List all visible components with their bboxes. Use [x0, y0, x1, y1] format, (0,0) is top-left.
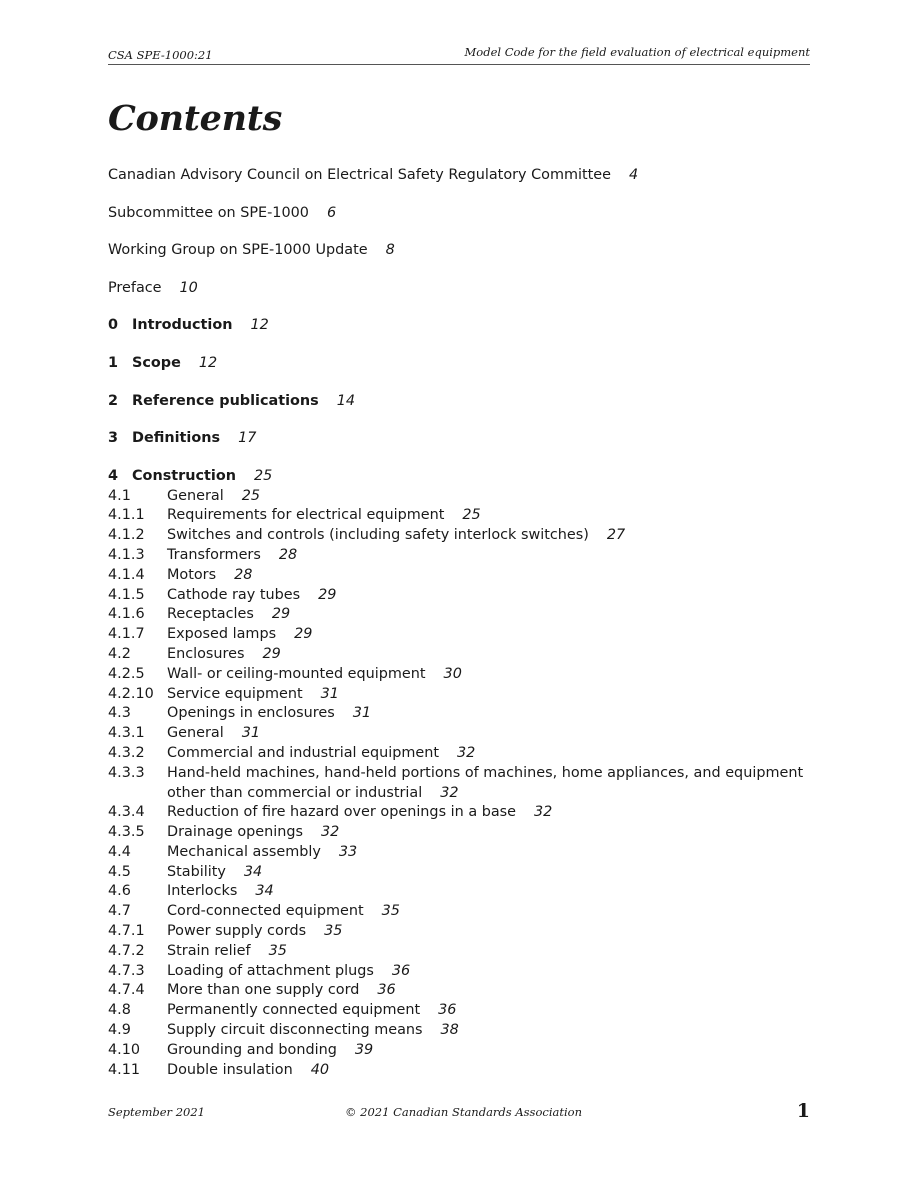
toc-subsection-title: Enclosures	[167, 645, 245, 662]
toc-subsection-number: 4.3.5	[108, 824, 145, 841]
toc-subsection-page: 36	[377, 982, 396, 999]
toc-subsection-title: Requirements for electrical equipment	[167, 507, 445, 524]
toc-subsection-body	[167, 566, 813, 586]
toc-subsection-number: 4.5	[108, 863, 131, 880]
toc-subsection-body	[167, 962, 813, 982]
toc-subsection-page: 36	[438, 1002, 457, 1019]
toc-entry-title: Preface	[108, 279, 162, 296]
toc-subsection-body	[167, 506, 813, 526]
toc-subsection-title: Wall- or ceiling-mounted equipment	[167, 665, 426, 682]
toc-entry-page: 6	[326, 204, 337, 221]
toc-section[interactable]	[108, 429, 813, 449]
toc-subsection[interactable]	[108, 1021, 813, 1041]
toc-subsection[interactable]	[108, 1061, 813, 1081]
toc-subsection-body	[167, 744, 813, 764]
section-list	[108, 316, 813, 486]
toc-subsection-body	[167, 843, 813, 863]
toc-subsection-body	[167, 645, 813, 665]
toc-subsection-page: 36	[391, 962, 411, 979]
toc-entry-title: Subcommittee on SPE-1000	[108, 204, 309, 221]
toc-subsection-number: 4.1.1	[108, 507, 145, 524]
toc-subsection-title: Transformers	[167, 546, 261, 563]
toc-subsection-body	[167, 922, 813, 942]
toc-subsection-number: 4.2.10	[108, 685, 154, 702]
toc-subsection[interactable]	[108, 863, 813, 883]
toc-subsection-number: 4.2	[108, 645, 131, 662]
toc-subsection-page: 27	[606, 527, 626, 544]
toc-section-title: Scope	[132, 354, 181, 371]
toc-subsection-number: 4.3.2	[108, 744, 145, 761]
toc-subsection-number: 4.1.3	[108, 546, 145, 563]
toc-subsection-page: 28	[234, 566, 253, 583]
toc-subsection[interactable]	[108, 645, 813, 665]
toc-subsection[interactable]	[108, 546, 813, 566]
toc-subsection-title: Switches and controls (including safety interlock switches)	[167, 527, 589, 544]
toc-subsection-page: 29	[262, 645, 281, 662]
toc-subsection-number: 4.4	[108, 843, 131, 860]
toc-section-page: 14	[336, 392, 356, 409]
toc-subsection-number: 4.7.2	[108, 942, 145, 959]
toc-subsection[interactable]	[108, 1041, 813, 1061]
toc-subsection-title: More than one supply cord	[167, 982, 360, 999]
toc-subsection[interactable]	[108, 704, 813, 724]
toc-subsection[interactable]	[108, 566, 813, 586]
toc-subsection-number: 4.8	[108, 1002, 131, 1019]
toc-subsection-body	[167, 724, 813, 744]
toc-entry-page: 10	[179, 279, 198, 296]
toc-subsection-number: 4.6	[108, 883, 131, 900]
toc-subsection-body	[167, 823, 813, 843]
toc-subsection-body	[167, 942, 813, 962]
toc-subsection[interactable]	[108, 981, 813, 1001]
toc-subsection-body	[167, 803, 813, 823]
toc-subsection-page: 29	[271, 606, 291, 623]
toc-subsection-body	[167, 704, 813, 724]
page-title: Contents	[108, 98, 283, 139]
toc-subsection[interactable]	[108, 823, 813, 843]
toc-subsection-title: Motors	[167, 566, 217, 583]
toc-subsection-title: Reduction of fire hazard over openings in a base	[167, 804, 517, 821]
toc-subsection-title: Power supply cords	[167, 923, 307, 940]
front-matter-list	[108, 166, 813, 299]
toc-subsection[interactable]	[108, 744, 813, 764]
toc-subsection-title: Cathode ray tubes	[167, 586, 301, 603]
toc-subsection-title: Exposed lamps	[167, 626, 277, 643]
toc-subsection-body	[167, 882, 813, 902]
toc-subsection[interactable]	[108, 605, 813, 625]
toc-subsection-page: 34	[243, 863, 263, 880]
toc-section-number: 1	[108, 354, 119, 371]
toc-subsection[interactable]	[108, 882, 813, 902]
toc-section-number: 0	[108, 317, 119, 334]
toc-section-number: 2	[108, 392, 119, 409]
subsection-list	[108, 487, 813, 1081]
document-title: Model Code for the field evaluation of electrical equipment	[464, 45, 810, 59]
toc-subsection-page: 33	[338, 843, 358, 860]
toc-section-title: Construction	[132, 467, 236, 484]
toc-subsection[interactable]	[108, 803, 813, 823]
toc-section-page: 25	[253, 467, 273, 484]
toc-subsection-title: Grounding and bonding	[167, 1041, 337, 1058]
toc-subsection-page: 32	[440, 784, 459, 801]
toc-subsection[interactable]	[108, 526, 813, 546]
toc-subsection-body	[167, 605, 813, 625]
toc-subsection-title: Hand-held machines, hand-held portions of machines, home appliances, and equipment other than commercial or industrial	[167, 764, 804, 801]
toc-subsection-number: 4.3	[108, 705, 131, 722]
toc-subsection-page: 34	[255, 883, 274, 900]
toc-subsection[interactable]	[108, 665, 813, 685]
page-number: 1	[796, 1100, 810, 1122]
toc-subsection-title: Service equipment	[167, 685, 303, 702]
toc-subsection-title: General	[167, 725, 224, 742]
toc-subsection-number: 4.7.4	[108, 982, 145, 999]
toc-subsection-number: 4.11	[108, 1061, 141, 1078]
toc-subsection[interactable]	[108, 902, 813, 922]
toc-subsection-page: 30	[443, 665, 462, 682]
toc-section[interactable]	[108, 392, 813, 412]
toc-section-title: Introduction	[132, 317, 233, 334]
toc-subsection-body	[167, 764, 813, 804]
toc-subsection-body	[167, 625, 813, 645]
toc-subsection-number: 4.1.7	[108, 626, 145, 643]
toc-section[interactable]	[108, 316, 813, 336]
toc-subsection-page: 31	[241, 725, 261, 742]
toc-subsection-page: 40	[310, 1061, 329, 1078]
toc-subsection[interactable]	[108, 724, 813, 744]
toc-subsection[interactable]	[108, 685, 813, 705]
toc-entry-title: Working Group on SPE-1000 Update	[108, 242, 368, 259]
toc-subsection-body	[167, 586, 813, 606]
footer-date: September 2021	[108, 1105, 205, 1119]
toc-subsection[interactable]	[108, 1001, 813, 1021]
toc-subsection-number: 4.3.4	[108, 804, 145, 821]
toc-subsection-page: 35	[268, 942, 287, 959]
toc-subsection-number: 4.1.6	[108, 606, 145, 623]
toc-section-page: 17	[238, 430, 257, 447]
toc-subsection[interactable]	[108, 506, 813, 526]
toc-section-page: 12	[198, 354, 218, 371]
toc-subsection-number: 4.3.1	[108, 725, 145, 742]
toc-subsection-page: 32	[320, 824, 340, 841]
toc-entry[interactable]	[108, 204, 813, 224]
toc-subsection-body	[167, 546, 813, 566]
toc-subsection-title: Loading of attachment plugs	[167, 962, 374, 979]
toc-subsection-title: Openings in enclosures	[167, 705, 335, 722]
toc-subsection[interactable]	[108, 942, 813, 962]
toc-entry[interactable]	[108, 241, 813, 261]
standard-id: CSA SPE-1000:21	[108, 48, 213, 62]
toc-subsection-page: 31	[320, 685, 339, 702]
toc-subsection-title: Stability	[167, 863, 226, 880]
toc-subsection-page: 35	[324, 923, 343, 940]
toc-entry[interactable]	[108, 166, 813, 186]
footer-copyright: © 2021 Canadian Standards Association	[345, 1105, 582, 1119]
toc-section-number: 4	[108, 467, 119, 484]
toc-subsection-body	[167, 902, 813, 922]
toc-subsection-number: 4.1.4	[108, 566, 145, 583]
toc-subsection-page: 38	[440, 1022, 459, 1039]
toc-subsection-title: Double insulation	[167, 1061, 293, 1078]
toc-subsection-body	[167, 981, 813, 1001]
toc-section-number: 3	[108, 430, 119, 447]
toc-subsection-number: 4.1	[108, 487, 131, 504]
page-footer	[108, 1100, 810, 1124]
toc-subsection-number: 4.1.2	[108, 527, 145, 544]
running-header	[108, 44, 810, 65]
toc-subsection-title: Commercial and industrial equipment	[167, 744, 439, 761]
toc-subsection-page: 29	[294, 626, 313, 643]
toc-subsection-page: 31	[352, 705, 372, 722]
toc-subsection-page: 29	[318, 586, 337, 603]
toc-subsection-title: Cord-connected equipment	[167, 903, 364, 920]
toc-subsection-title: Permanently connected equipment	[167, 1002, 421, 1019]
toc-subsection-body	[167, 1041, 813, 1061]
toc-subsection[interactable]	[108, 843, 813, 863]
toc-subsection[interactable]	[108, 625, 813, 645]
toc-subsection-title: Mechanical assembly	[167, 843, 321, 860]
toc-section[interactable]	[108, 467, 813, 487]
toc-subsection-page: 28	[278, 546, 298, 563]
toc-section-page: 12	[250, 317, 269, 334]
toc-subsection-number: 4.10	[108, 1041, 141, 1058]
toc-subsection-page: 35	[381, 903, 400, 920]
toc-entry-title: Canadian Advisory Council on Electrical Safety Regulatory Committee	[108, 167, 612, 183]
toc-subsection-number: 4.3.3	[108, 764, 145, 781]
toc-subsection[interactable]	[108, 922, 813, 942]
toc-subsection-body	[167, 1021, 813, 1041]
toc-section-title: Reference publications	[132, 392, 319, 409]
toc-subsection-number: 4.1.5	[108, 586, 145, 603]
toc-subsection-body	[167, 526, 813, 546]
toc-subsection-page: 32	[534, 804, 553, 821]
toc-subsection-page: 32	[457, 744, 476, 761]
toc-subsection-number: 4.7	[108, 903, 131, 920]
toc-subsection-body	[167, 487, 813, 507]
toc-subsection-body	[167, 665, 813, 685]
toc-subsection-title: Drainage openings	[167, 824, 303, 841]
toc-subsection-title: Supply circuit disconnecting means	[167, 1022, 423, 1039]
toc-entry[interactable]	[108, 279, 813, 299]
toc-subsection-page: 25	[462, 507, 481, 524]
toc-subsection-number: 4.2.5	[108, 665, 145, 682]
toc-entry-page: 4	[629, 167, 639, 183]
toc-subsection-body	[167, 863, 813, 883]
toc-subsection-page: 25	[241, 487, 261, 504]
toc-subsection[interactable]	[108, 487, 813, 507]
toc-subsection-body	[167, 1001, 813, 1021]
toc-subsection-title: Strain relief	[167, 942, 251, 959]
toc-subsection-number: 4.7.3	[108, 962, 145, 979]
toc-subsection-number: 4.7.1	[108, 923, 145, 940]
toc-subsection-title: General	[167, 487, 224, 504]
toc-subsection-title: Interlocks	[167, 883, 238, 900]
toc-subsection-number: 4.9	[108, 1022, 131, 1039]
toc-subsection[interactable]	[108, 962, 813, 982]
toc-subsection-body	[167, 685, 813, 705]
toc-subsection[interactable]	[108, 764, 813, 804]
toc-subsection[interactable]	[108, 586, 813, 606]
toc-subsection-title: Receptacles	[167, 606, 254, 623]
table-of-contents	[108, 166, 813, 1080]
toc-subsection-page: 39	[354, 1041, 374, 1058]
toc-section-title: Definitions	[132, 430, 221, 447]
toc-entry-page: 8	[385, 242, 395, 259]
toc-subsection-body	[167, 1061, 813, 1081]
toc-section[interactable]	[108, 354, 813, 374]
